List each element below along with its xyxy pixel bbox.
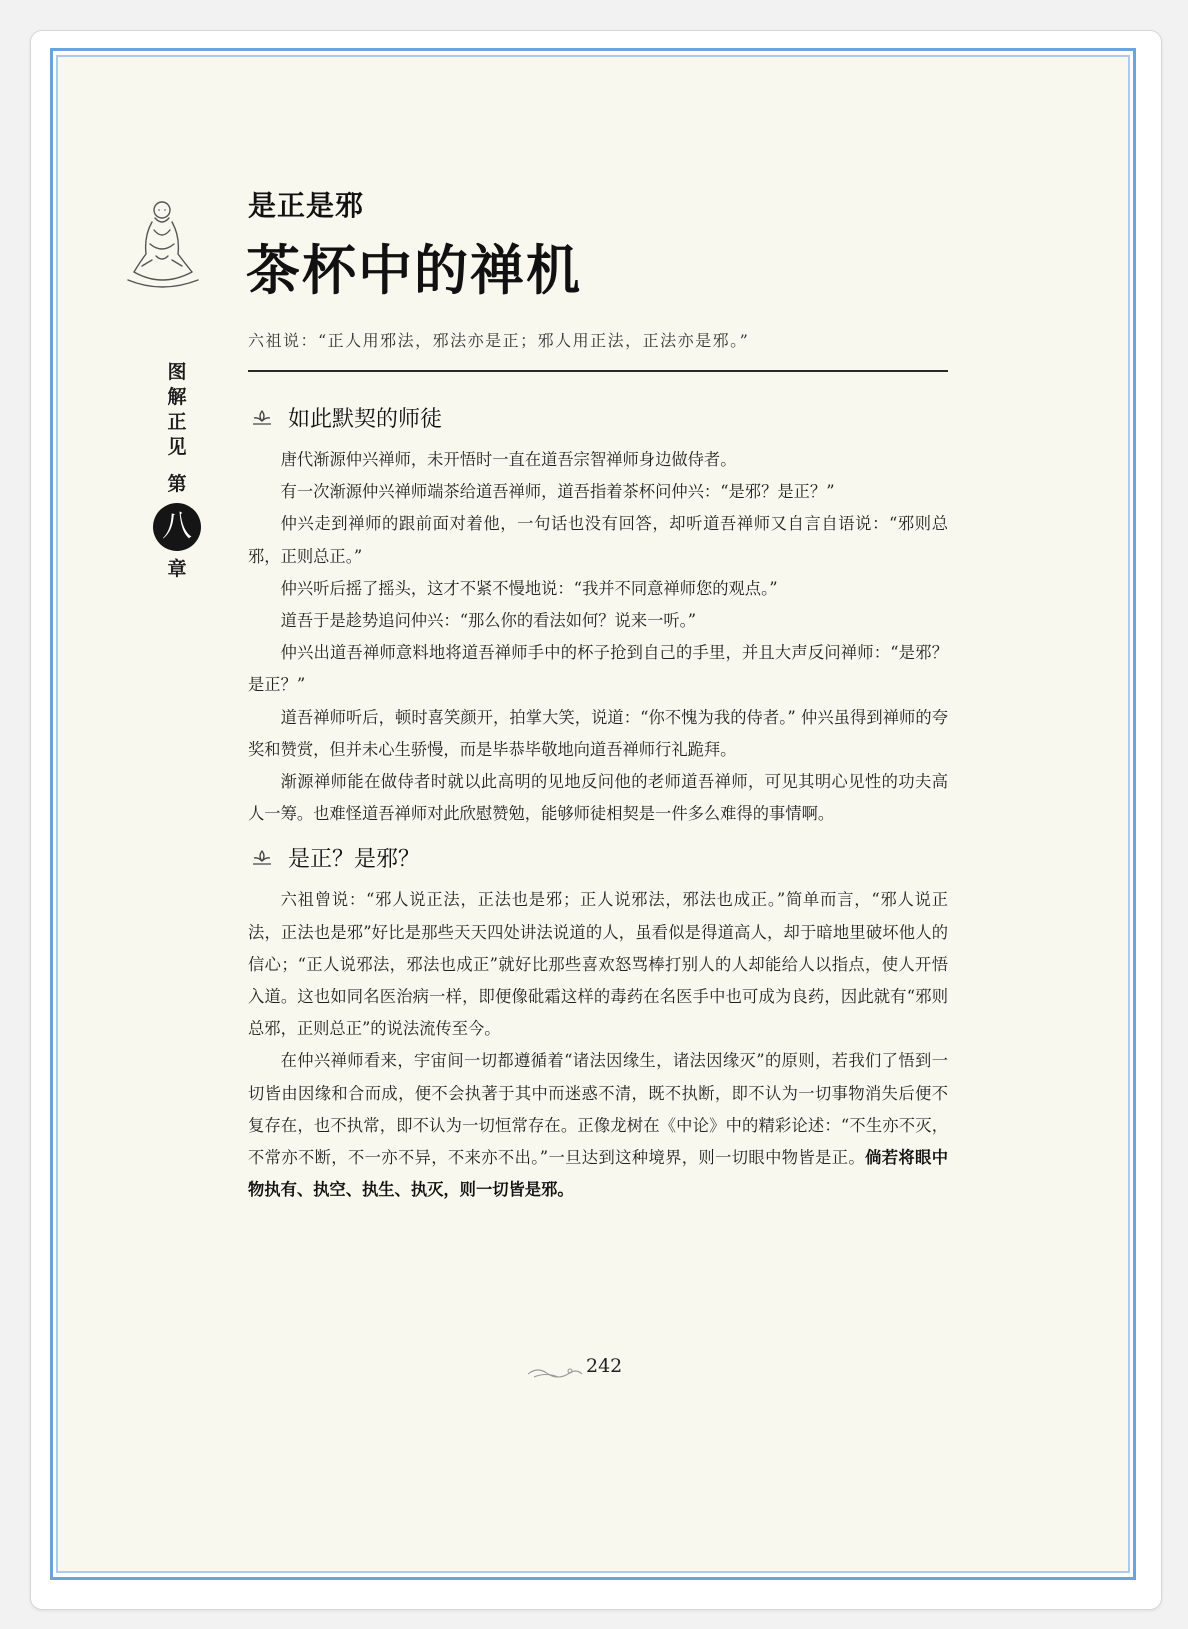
body-paragraph-final [248, 1045, 948, 1206]
series-title-char: 见 [167, 436, 187, 458]
body-paragraph: 道吾于是趁势追问仲兴：“那么你的看法如何？说来一听。” [280, 611, 697, 631]
body-paragraph: 仲兴出道吾禅师意料地将道吾禅师手中的杯子抢到自己的手里，并且大声反问禅师：“是邪？是正？” [248, 643, 948, 695]
section-label: 是正是邪 [248, 189, 365, 222]
body-paragraph: 渐源禅师能在做侍者时就以此高明的见地反问他的老师道吾禅师，可见其明心见性的功夫高人一筹。也难怪道吾禅师对此欣慰赞勉，能够师徒相契是一件多么难得的事情啊。 [248, 772, 948, 824]
monk-illustration [122, 196, 204, 292]
body-paragraph: 六祖曾说：“邪人说正法，正法也是邪；正人说邪法，邪法也成正。”简单而言，“邪人说正法，正法也是邪”好比是那些天天四处讲法说道的人，虽看似是得道高人，却于暗地里破坏他人的信心；“正人说邪法，邪法也成正”就好比那些喜欢怒骂棒打别人的人却能给人以指点，使人开悟入道。这也如同名医治病一样，即便像砒霜这样的毒药在名医手中也可成为良药，因此就有“邪则总邪，正则总正”的说法流传至今。 [248, 890, 948, 1039]
section-heading-text: 如此默契的师徒 [288, 407, 443, 432]
title-divider [248, 370, 948, 372]
series-chapter-label [160, 360, 194, 582]
body-paragraph: 有一次渐源仲兴禅师端茶给道吾禅师，道吾指着茶杯问仲兴：“是邪？是正？” [280, 482, 835, 502]
series-title-char: 正 [167, 411, 187, 433]
article-body [248, 402, 948, 1206]
body-paragraph: 仲兴听后摇了摇头，这才不紧不慢地说：“我并不同意禅师您的观点。” [280, 578, 778, 598]
chapter-number-badge: 八 [153, 503, 201, 551]
body-paragraph: 唐代渐源仲兴禅师，未开悟时一直在道吾宗智禅师身边做侍者。 [280, 450, 737, 469]
lotus-ornament-icon [250, 846, 274, 870]
epigraph-quote: 六祖说：“正人用邪法，邪法亦是正；邪人用正法，正法亦是邪。” [248, 331, 750, 350]
body-text: 在仲兴禅师看来，宇宙间一切都遵循着“诸法因缘生，诸法因缘灭”的原则，若我们了悟到一切皆由因缘和合而成，便不会执著于其中而迷惑不清，既不执断，即不认为一切事物消失后便不复存在，也不执常，即不认为一切恒常存在。正像龙树在《中论》中的精彩论述：“不生亦不灭，不常亦不断，不一亦不异，不来亦不出。”一旦达到这种境界，则一切眼中物皆是正。 [248, 1051, 948, 1168]
lotus-ornament-icon [250, 406, 274, 430]
series-title-char: 解 [167, 386, 187, 408]
chapter-prefix: 第 [167, 473, 187, 495]
body-paragraph: 道吾禅师听后，顿时喜笑颜开，拍掌大笑，说道：“你不愧为我的侍者。” 仲兴虽得到禅师的夸奖和赞赏，但并未心生骄慢，而是毕恭毕敬地向道吾禅师行礼跪拜。 [248, 707, 948, 759]
section-heading-text: 是正？是邪？ [288, 847, 421, 873]
body-paragraph: 仲兴走到禅师的跟前面对着他，一句话也没有回答，却听道吾禅师又自言自语说：“邪则总邪，正则总正。” [248, 514, 948, 566]
page-number: 242 [586, 1355, 623, 1377]
page-title: 茶杯中的禅机 [246, 239, 582, 302]
emphasized-text: 倘若将眼中物执有、执空、执生、执灭，则一切皆是邪。 [248, 1148, 948, 1200]
series-title-char: 图 [167, 361, 187, 383]
chapter-suffix: 章 [167, 558, 187, 580]
section-heading [248, 402, 948, 438]
section-heading [248, 842, 948, 878]
